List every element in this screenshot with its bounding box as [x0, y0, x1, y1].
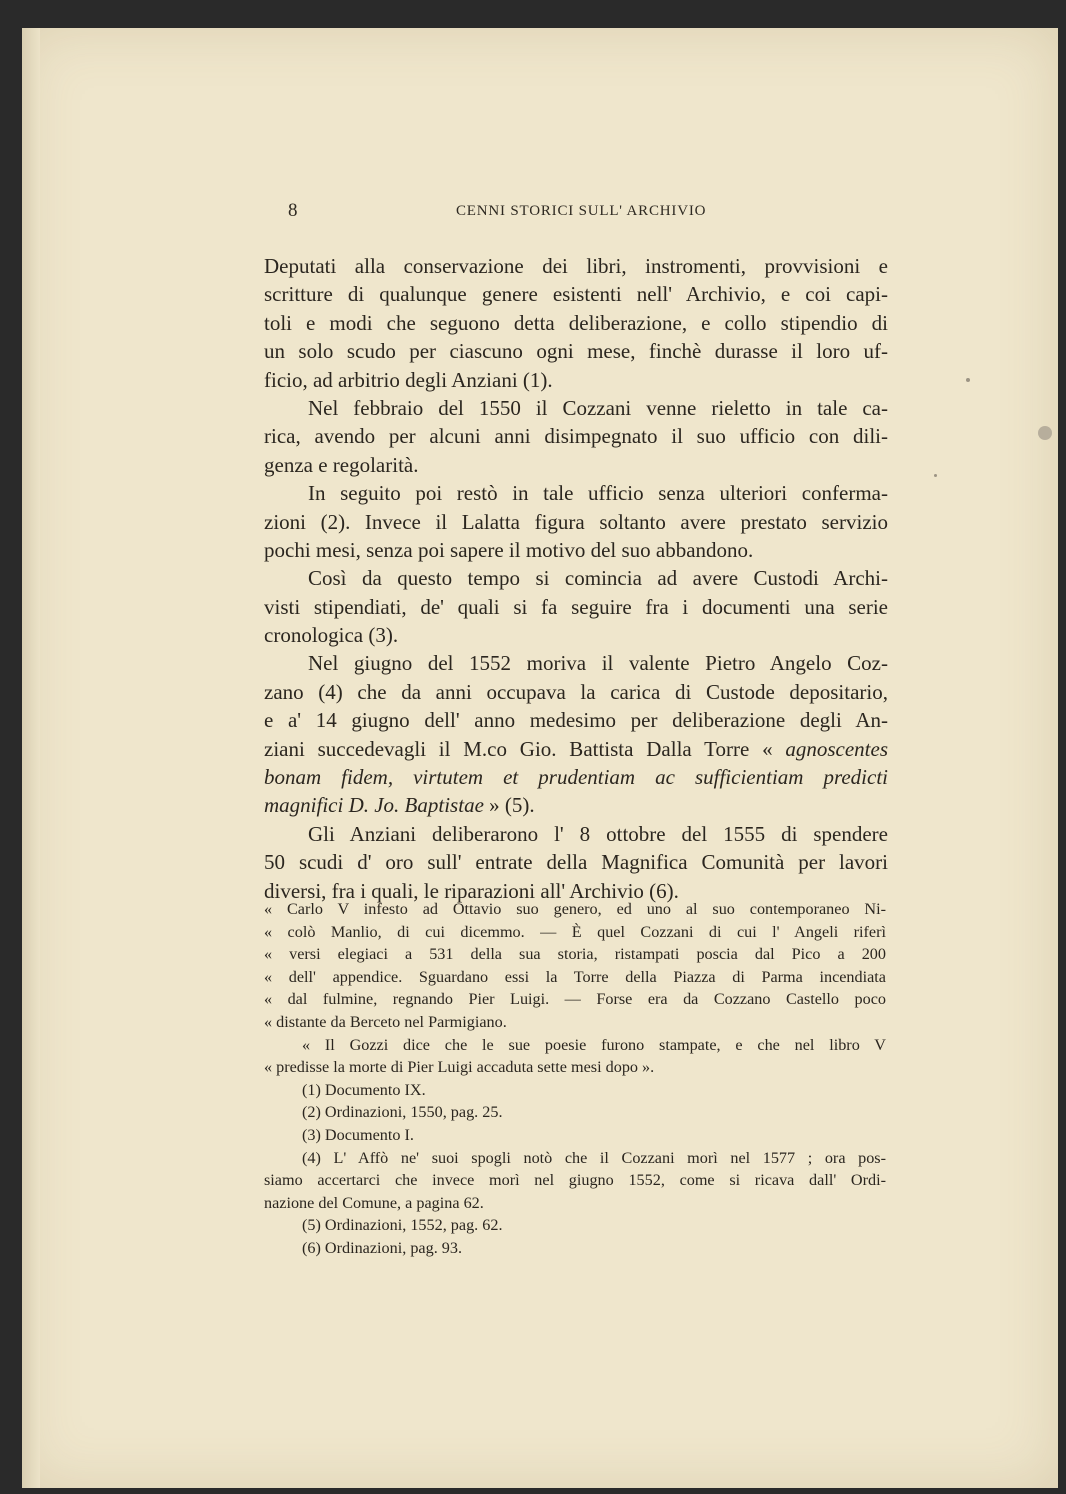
footnote-line: « dal fulmine, regnando Pier Luigi. — Forse era da Cozzano Castello poco [264, 990, 886, 1009]
paper-speck [966, 378, 970, 382]
text-line: Nel febbraio del 1550 il Cozzani venne rieletto in tale ca- [308, 395, 888, 420]
text-line: Così da questo tempo si comincia ad avere Custodi Archi- [308, 566, 888, 591]
text-line: 50 scudi d' oro sull' entrate della Magnifica Comunità per lavori [264, 850, 888, 875]
latin-quote: magnifici D. Jo. Baptistae [264, 793, 484, 818]
text-line: scritture di qualunque genere esistenti nell' Archivio, e coi capi- [264, 282, 888, 307]
text-line: rica, avendo per alcuni anni disimpegnato il suo ufficio con dili- [264, 424, 888, 449]
text-line: Gli Anziani deliberarono l' 8 ottobre del 1555 di spendere [308, 821, 888, 846]
footnote-line: « predisse la morte di Pier Luigi accaduta sette mesi dopo ». [264, 1058, 655, 1077]
paper-speck [1038, 426, 1052, 440]
footnote-line: « Carlo V infesto ad Ottavio suo genero, ed uno al suo contemporaneo Ni- [264, 900, 886, 918]
text-line [264, 735, 888, 763]
footnote-line: « versi elegiaci a 531 della sua storia, ristampati poscia dal Pico a 200 [264, 945, 886, 964]
text-line: e a' 14 giugno dell' anno medesimo per deliberazione degli An- [264, 708, 888, 733]
text-line: cronologica (3). [264, 623, 399, 648]
footnote-line: « Il Gozzi dice che le sue poesie furono stampate, e che nel libro V [302, 1035, 886, 1054]
text-line: diversi, fra i quali, le riparazioni all' Archivio (6). [264, 878, 679, 903]
footnote-entry: (1) Documento IX. [302, 1080, 426, 1099]
latin-quote: agnoscentes [785, 736, 888, 761]
text-line: zano (4) che da anni occupava la carica di Custode depositario, [264, 679, 888, 704]
footnote-entry: (5) Ordinazioni, 1552, pag. 62. [302, 1216, 503, 1235]
footnote-line: nazione del Comune, a pagina 62. [264, 1193, 484, 1212]
footnote-entry: (4) L' Affò ne' suoi spogli notò che il Cozzani morì nel 1577 ; ora pos- [302, 1148, 886, 1167]
text-line: Deputati alla conservazione dei libri, instromenti, provvisioni e [264, 254, 888, 278]
text-line: In seguito poi restò in tale ufficio senza ulteriori conferma- [308, 481, 888, 506]
footnotes [264, 898, 886, 1260]
text-line: un solo scudo per ciascuno ogni mese, finchè durasse il loro uf- [264, 339, 888, 364]
text-line: visti stipendiati, de' quali si fa seguire fra i documenti una serie [264, 594, 888, 619]
text-line [264, 791, 888, 819]
body-text [264, 252, 888, 905]
text-line-part: » (5). [489, 793, 535, 818]
text-line: genza e regolarità. [264, 452, 419, 477]
text-line: Nel giugno del 1552 moriva il valente Pietro Angelo Coz- [308, 651, 888, 676]
text-line: ficio, ad arbitrio degli Anziani (1). [264, 367, 553, 392]
text-line: pochi mesi, senza poi sapere il motivo del suo abbandono. [264, 537, 754, 562]
latin-quote-line: bonam fidem, virtutem et prudentiam ac sufficientiam predicti [264, 765, 888, 790]
running-head: CENNI STORICI SULL' ARCHIVIO [456, 203, 707, 219]
footnote-entry: (3) Documento I. [302, 1125, 414, 1144]
footnote-line: siamo accertarci che invece morì nel giugno 1552, come si ricava dall' Ordi- [264, 1171, 886, 1190]
text-line-part: ziani succedevagli il M.co Gio. Battista Dalla Torre « [264, 736, 773, 761]
footnote-entry: (6) Ordinazioni, pag. 93. [302, 1238, 463, 1257]
footnote-line: « distante da Berceto nel Parmigiano. [264, 1012, 507, 1031]
footnote-line: « colò Manlio, di cui dicemmo. — È quel Cozzani di cui l' Angeli riferì [264, 922, 886, 941]
paper-speck [934, 474, 937, 477]
page-binding-edge [22, 28, 40, 1488]
page-number: 8 [288, 200, 298, 221]
footnote-entry: (2) Ordinazioni, 1550, pag. 25. [302, 1103, 503, 1122]
text-line: toli e modi che seguono detta deliberazione, e collo stipendio di [264, 310, 888, 335]
page-header [288, 200, 718, 230]
footnote-line: « dell' appendice. Sguardano essi la Torre della Piazza di Parma incendiata [264, 967, 886, 986]
text-line: zioni (2). Invece il Lalatta figura soltanto avere prestato servizio [264, 509, 888, 534]
